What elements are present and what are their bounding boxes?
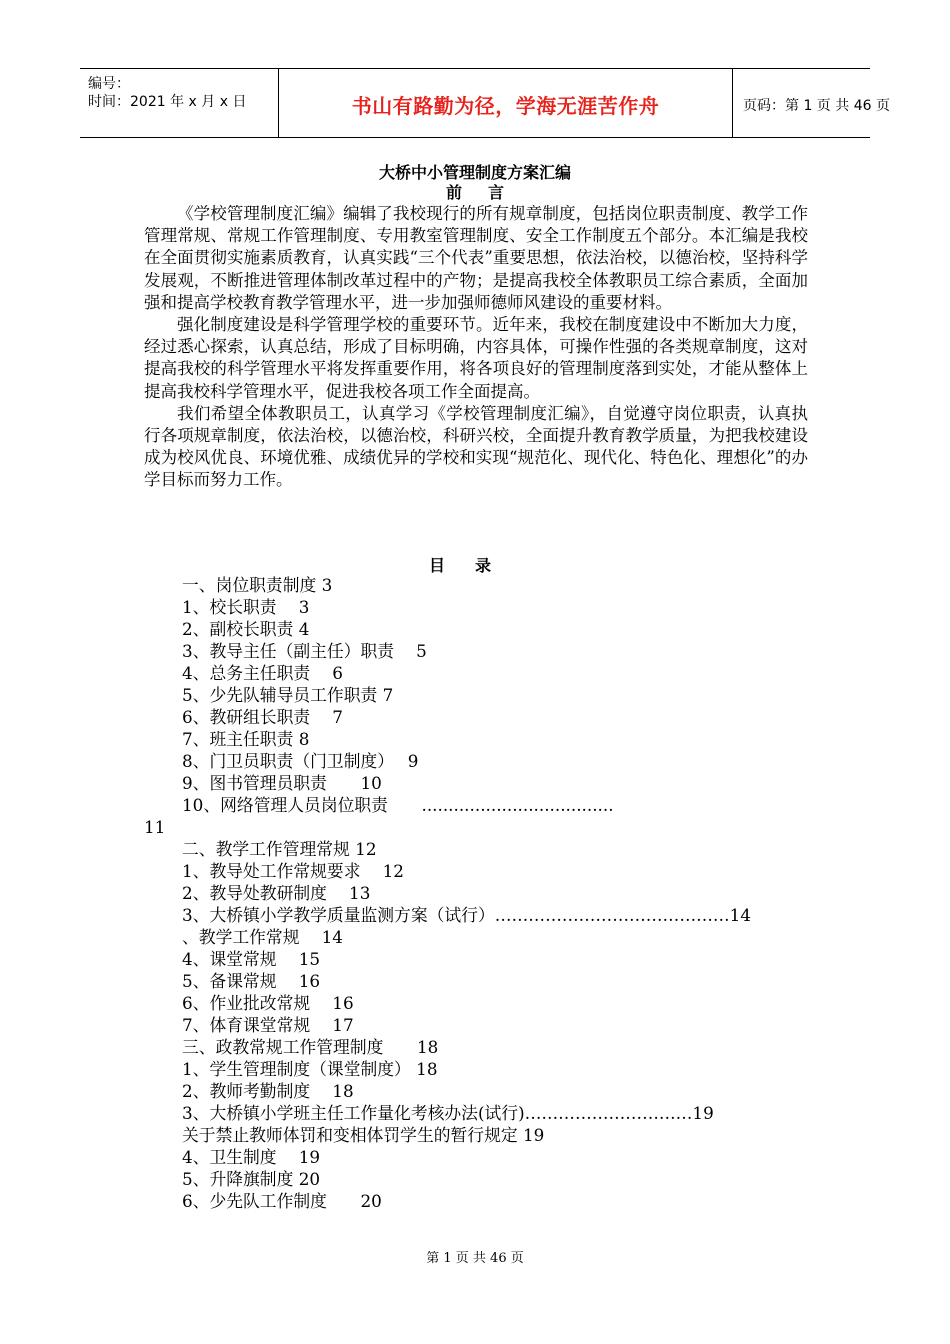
toc-entry: 1、校长职责 3 [182, 597, 310, 617]
document-number-label: 编号： [88, 76, 130, 92]
toc-entry: 8、门卫员职责（门卫制度） 9 [182, 751, 419, 771]
toc-entry: 2、教师考勤制度 18 [182, 1081, 354, 1101]
toc-entry: 2、副校长职责 4 [182, 619, 310, 639]
toc-entry: 6、作业批改常规 16 [182, 993, 354, 1013]
preface-paragraph: 强化制度建设是科学管理学校的重要环节。近年来，我校在制度建设中不断加大力度，经过悉心探索，认真总结，形成了目标明确，内容具体，可操作性强的各类规章制度，这对提高我校的科学管理水平将发挥重要作用，将各项良好的管理制度落到实处，才能从整体上提高我校科学管理水平，促进我校各项工作全面提高。 [144, 315, 808, 401]
header-motto: 书山有路勤为径，学海无涯苦作舟 [351, 94, 660, 118]
toc-entry: 三、政教常规工作管理制度 18 [182, 1037, 439, 1057]
header-motto-cell [279, 69, 733, 137]
toc-entry: 3、教导主任（副主任）职责 5 [182, 641, 427, 661]
toc-entry: 7、班主任职责 8 [182, 729, 310, 749]
header-page-cell [733, 69, 890, 137]
toc-entry: 9、图书管理员职责 10 [182, 773, 382, 793]
page-footer: 第 1 页 共 46 页 [426, 1251, 524, 1266]
toc-entry: 关于禁止教师体罚和变相体罚学生的暂行规定 19 [182, 1125, 545, 1145]
page-header [80, 68, 890, 138]
toc-entry: 3、大桥镇小学教学质量监测方案（试行）……………………………………14 [182, 905, 752, 925]
toc-entry: 7、体育课堂常规 17 [182, 1015, 354, 1035]
document-time-label: 时间：2021 年 x 月 x 日 [88, 94, 247, 110]
toc-entry: 2、教导处教研制度 13 [182, 883, 371, 903]
preface-paragraph: 《学校管理制度汇编》编辑了我校现行的所有规章制度，包括岗位职责制度、教学工作管理常规、常规工作管理制度、专用教室管理制度、安全工作制度五个部分。本汇编是我校在全面贯彻实施素质教育，认真实践“三个代表”重要思想，依法治校，以德治校，坚持科学发展观，不断推进管理体制改革过程中的产物；是提高我校全体教职员工综合素质，全面加强和提高学校教育教学管理水平，进一步加强师德师风建设的重要材料。 [144, 204, 808, 312]
toc-entry: 5、备课常规 16 [182, 971, 321, 991]
toc-entry: 4、课堂常规 15 [182, 949, 321, 969]
preface-paragraph: 我们希望全体教职员工，认真学习《学校管理制度汇编》，自觉遵守岗位职责，认真执行各项规章制度，依法治校，以德治校，科研兴校，全面提升教育教学质量，为把我校建设成为校风优良、环境优雅、成绩优异的学校和实现“规范化、现代化、特色化、理想化”的办学目标而努力工作。 [144, 403, 808, 490]
toc-entry: 5、少先队辅导员工作职责 7 [182, 685, 394, 705]
toc-entry: 4、总务主任职责 6 [182, 663, 343, 683]
toc-entry: 1、学生管理制度（课堂制度） 18 [182, 1059, 438, 1079]
toc-entry: 一、岗位职责制度 3 [182, 575, 333, 595]
toc-entry: 1、教导处工作常规要求 12 [182, 861, 404, 881]
toc-entry: 10、网络管理人员岗位职责 .................................... [182, 795, 614, 815]
toc-heading [0, 553, 950, 576]
header-page-info: 页码：第 1 页 共 46 页 [743, 98, 890, 114]
header-meta-cell [80, 69, 279, 137]
toc-entry: 5、升降旗制度 20 [182, 1169, 321, 1189]
document-title: 大桥中小管理制度方案汇编 [378, 163, 571, 182]
toc-entry: 二、教学工作管理常规 12 [182, 839, 377, 859]
toc-entry: 11 [144, 817, 166, 837]
toc-heading-text: 目录 [428, 556, 521, 575]
toc-entry: 6、少先队工作制度 20 [182, 1191, 382, 1211]
toc-entry: 、教学工作常规 14 [182, 927, 343, 947]
toc-entry: 3、大桥镇小学班主任工作量化考核办法(试行)…………………………19 [182, 1103, 714, 1123]
toc-entry: 6、教研组长职责 7 [182, 707, 343, 727]
toc-entry: 4、卫生制度 19 [182, 1147, 321, 1167]
preface-body [144, 203, 808, 492]
preface-heading: 前言 [445, 183, 530, 202]
